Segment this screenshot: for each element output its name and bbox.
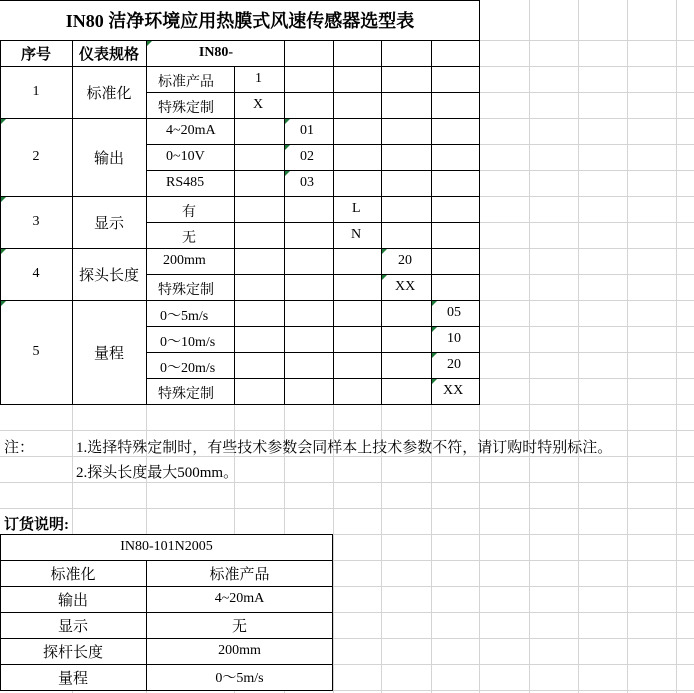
order-title: 订货说明: xyxy=(4,517,69,533)
comment-marker-icon xyxy=(432,301,437,306)
order-row-label: 显示 xyxy=(0,612,146,638)
gridline xyxy=(627,0,628,693)
option-code: N xyxy=(351,227,362,242)
group-seq: 1 xyxy=(0,66,72,118)
option-code: XX xyxy=(443,383,464,398)
notes-label: 注： xyxy=(4,440,35,456)
group-name: 标准化 xyxy=(72,66,146,118)
order-row-label: 量程 xyxy=(0,664,146,690)
group-name: 输出 xyxy=(72,118,146,196)
gridline xyxy=(676,0,677,693)
option-code: 10 xyxy=(447,331,461,346)
group-name: 显示 xyxy=(72,196,146,248)
note-item: 1.选择特殊定制时，有些技术参数会同样本上技术参数不符，请订购时特别标注。 xyxy=(76,440,613,456)
order-row-value: 200mm xyxy=(146,638,333,664)
order-row-label: 输出 xyxy=(0,586,146,612)
gridline xyxy=(0,482,694,483)
comment-marker-icon xyxy=(432,353,437,358)
order-row-label: 探杆长度 xyxy=(0,638,146,664)
comment-marker-icon xyxy=(285,145,290,150)
header-model-prefix: IN80- xyxy=(146,40,286,66)
gridline xyxy=(0,430,694,431)
option-label: 无 xyxy=(182,231,196,246)
comment-marker-icon xyxy=(285,171,290,176)
option-code: L xyxy=(352,201,361,216)
option-label: 有 xyxy=(182,205,196,220)
option-label: RS485 xyxy=(166,175,205,190)
comment-marker-icon xyxy=(382,275,387,280)
comment-marker-icon xyxy=(1,249,6,254)
comment-marker-icon xyxy=(1,197,6,202)
comment-marker-icon xyxy=(432,327,437,332)
option-label: 0～10m/s xyxy=(160,335,216,350)
option-code: XX xyxy=(395,279,416,294)
option-code: 02 xyxy=(300,149,314,164)
header-spec: 仪表规格 xyxy=(72,40,146,66)
order-row-value: 无 xyxy=(146,612,333,638)
comment-marker-icon xyxy=(1,119,6,124)
order-row-label: 标准化 xyxy=(0,560,146,586)
option-label: 0～20m/s xyxy=(160,361,216,376)
option-code: 05 xyxy=(447,305,461,320)
order-model: IN80-101N2005 xyxy=(0,534,333,560)
option-label: 200mm xyxy=(163,253,206,268)
page-title: IN80 洁净环境应用热膜式风速传感器选型表 xyxy=(0,0,480,40)
option-label: 0~10V xyxy=(166,149,205,164)
comment-marker-icon xyxy=(147,41,152,46)
option-label: 4~20mA xyxy=(166,123,216,138)
option-code: 1 xyxy=(255,71,262,86)
option-code: 03 xyxy=(300,175,314,190)
comment-marker-icon xyxy=(432,379,437,384)
option-label: 特殊定制 xyxy=(158,283,214,298)
gridline xyxy=(529,0,530,693)
order-row-value: 4~20mA xyxy=(146,586,333,612)
order-row-value: 标准产品 xyxy=(146,560,333,586)
note-item: 2.探头长度最大500mm。 xyxy=(76,465,239,481)
option-code: 20 xyxy=(398,253,412,268)
comment-marker-icon xyxy=(285,119,290,124)
option-code: X xyxy=(253,97,264,112)
group-seq: 3 xyxy=(0,196,72,248)
option-code: 01 xyxy=(300,123,314,138)
option-label: 0～5m/s xyxy=(160,309,209,324)
option-label: 标准产品 xyxy=(158,75,214,90)
option-label: 特殊定制 xyxy=(158,101,214,116)
group-seq: 5 xyxy=(0,300,72,404)
header-seq: 序号 xyxy=(0,40,72,66)
group-name: 量程 xyxy=(72,300,146,404)
gridline xyxy=(0,508,694,509)
group-name: 探头长度 xyxy=(72,248,146,300)
comment-marker-icon xyxy=(382,249,387,254)
comment-marker-icon xyxy=(1,301,6,306)
order-row-value: 0～5m/s xyxy=(146,664,333,690)
option-label: 特殊定制 xyxy=(158,387,214,402)
group-seq: 4 xyxy=(0,248,72,300)
group-seq: 2 xyxy=(0,118,72,196)
option-code: 20 xyxy=(447,357,461,372)
gridline xyxy=(578,0,579,693)
